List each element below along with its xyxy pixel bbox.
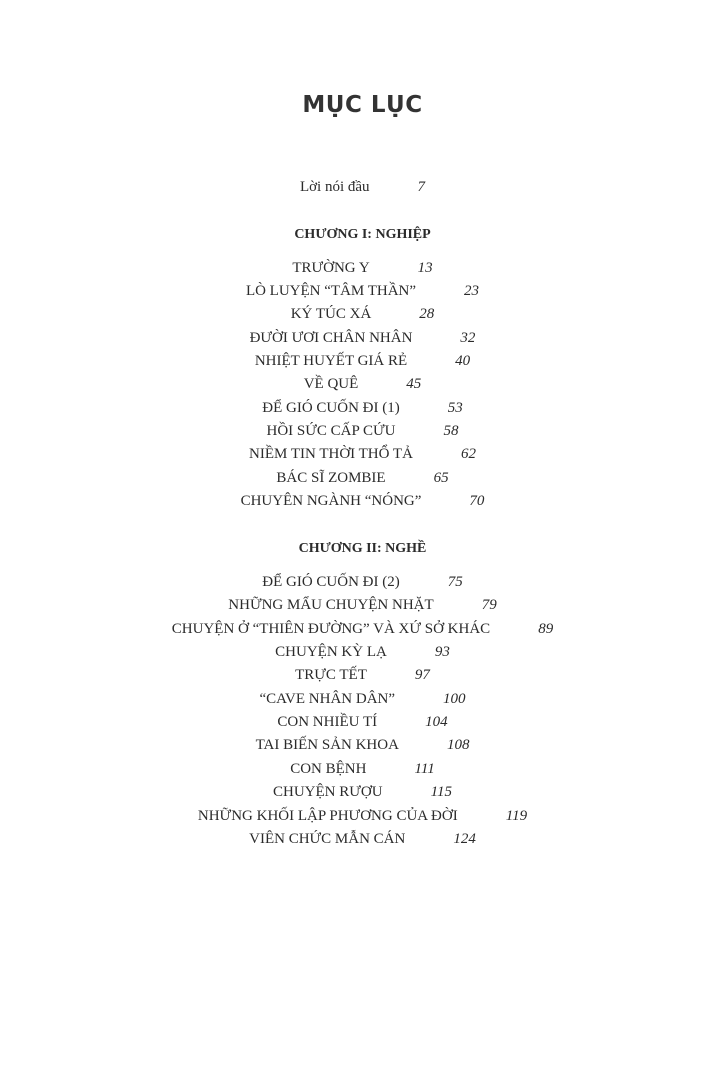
toc-entry-page: 70	[469, 493, 485, 509]
toc-entry-label: LÒ LUYỆN “TÂM THẦN”	[245, 283, 417, 299]
toc-entry	[0, 398, 725, 418]
toc-entry-page: 58	[443, 423, 459, 439]
toc-entry	[0, 374, 725, 394]
toc-entry	[0, 642, 725, 662]
toc-entry-page: 89	[538, 621, 554, 637]
toc-entry-label: NHỮNG KHỐI LẬP PHƯƠNG CỦA ĐỜI	[197, 808, 458, 824]
toc-entry	[0, 258, 725, 278]
toc-entry	[0, 304, 725, 324]
toc-entry-page: 13	[417, 260, 433, 276]
toc-entry-label: TRƯỜNG Y	[292, 260, 370, 276]
toc-entry-page: 119	[505, 808, 528, 824]
toc-entry	[0, 689, 725, 709]
toc-entry-label: CHUYỆN RƯỢU	[273, 784, 383, 800]
toc-entry-label: CHUYỆN Ở “THIÊN ĐƯỜNG” VÀ XỨ SỞ KHÁC	[171, 621, 491, 637]
toc-entry	[0, 572, 725, 592]
toc-entry	[0, 712, 725, 732]
toc-entry-label: NIỀM TIN THỜI THỔ TẢ	[249, 446, 413, 462]
toc-entry-label: NHIỆT HUYẾT GIÁ RẺ	[254, 353, 408, 369]
toc-entry-label: NHỮNG MẨU CHUYỆN NHẶT	[228, 597, 434, 613]
toc-entry	[0, 468, 725, 488]
toc-entry	[0, 665, 725, 685]
toc-entry-preface	[0, 177, 725, 197]
toc-entry-page: 97	[414, 667, 430, 683]
toc-entry-page: 32	[460, 330, 476, 346]
toc-entry-page: 111	[414, 761, 435, 777]
toc-entry-label: “CAVE NHÂN DÂN”	[259, 691, 396, 707]
toc-entry-page: 104	[425, 714, 448, 730]
toc-entry	[0, 444, 725, 464]
toc-entry-label: CHUYÊN NGÀNH “NÓNG”	[240, 493, 422, 509]
toc-entry-page: 7	[417, 179, 426, 195]
toc-entry-page: 23	[464, 283, 480, 299]
chapter-heading: CHƯƠNG II: NGHỀ	[298, 541, 427, 556]
toc-entry-page: 62	[460, 446, 476, 462]
toc-entry	[0, 491, 725, 511]
toc-entry	[0, 351, 725, 371]
toc-entry-page: 93	[434, 644, 450, 660]
toc-entry-label: TAI BIẾN SẢN KHOA	[255, 737, 399, 753]
toc-entry	[0, 328, 725, 348]
toc-entry	[0, 829, 725, 849]
page-title: MỤC LỤC	[302, 92, 423, 118]
toc-entry-label: CHUYỆN KỲ LẠ	[275, 644, 387, 660]
toc-entry-page: 40	[455, 353, 471, 369]
toc-entry-page: 100	[443, 691, 466, 707]
toc-entry-page: 28	[419, 306, 435, 322]
toc-entry-page: 53	[447, 400, 463, 416]
toc-entry-page: 124	[453, 831, 476, 847]
toc-entry-label: KÝ TÚC XÁ	[290, 306, 372, 322]
toc-entry-label: ĐỂ GIÓ CUỐN ĐI (1)	[262, 400, 400, 416]
toc-entry-label: CON NHIỀU TÍ	[277, 714, 378, 730]
toc-entry	[0, 281, 725, 301]
toc-entry-label: TRỰC TẾT	[295, 667, 367, 683]
toc-entry	[0, 782, 725, 802]
toc-entry	[0, 735, 725, 755]
toc-entry-page: 75	[447, 574, 463, 590]
toc-entry-label: ĐỂ GIÓ CUỐN ĐI (2)	[262, 574, 400, 590]
chapter-heading: CHƯƠNG I: NGHIỆP	[294, 227, 431, 242]
toc-entry-label: Lời nói đầu	[299, 179, 370, 195]
toc-entry-label: VIÊN CHỨC MẪN CÁN	[249, 831, 406, 847]
toc-entry-page: 79	[481, 597, 497, 613]
toc-entry-label: ĐƯỜI ƯƠI CHÂN NHÂN	[249, 330, 413, 346]
toc-entry-label: VỀ QUÊ	[303, 376, 359, 392]
toc-entry-page: 65	[433, 470, 449, 486]
toc-entry-label: HỒI SỨC CẤP CỨU	[266, 423, 396, 439]
toc-entry	[0, 619, 725, 639]
toc-entry	[0, 595, 725, 615]
toc-entry-page: 115	[430, 784, 452, 800]
toc-entry	[0, 421, 725, 441]
toc-entry-label: BÁC SĨ ZOMBIE	[276, 470, 386, 486]
toc-entry-page: 108	[446, 737, 470, 753]
toc-entry	[0, 759, 725, 779]
toc-entry-page: 45	[406, 376, 422, 392]
toc-entry-label: CON BỆNH	[290, 761, 367, 777]
toc-entry	[0, 806, 725, 826]
